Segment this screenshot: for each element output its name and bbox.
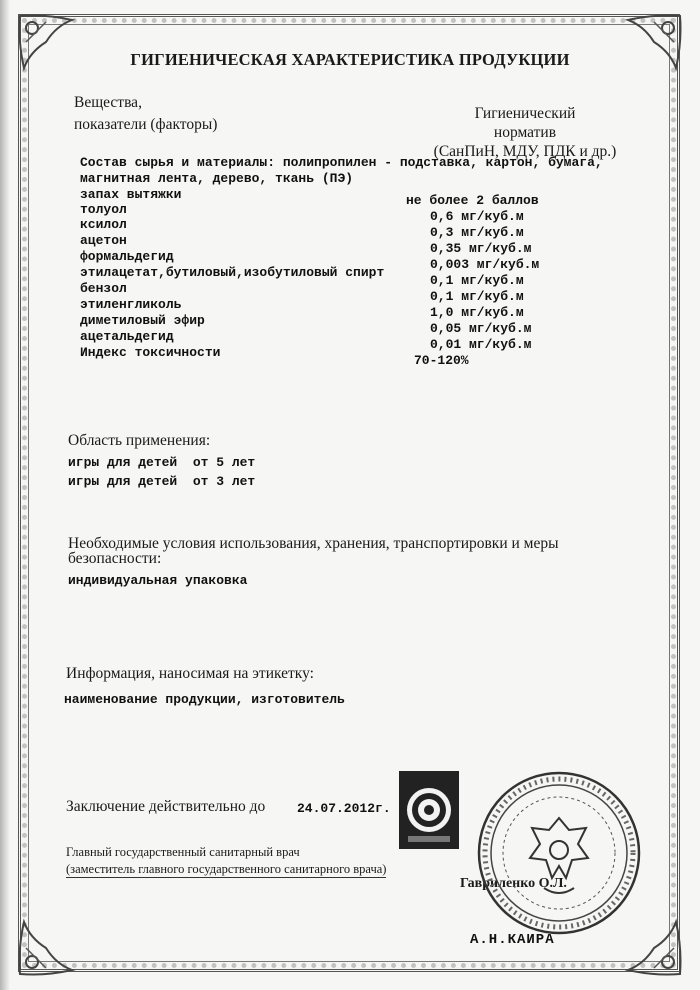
factor-value: не более 2 баллов bbox=[406, 193, 539, 208]
column-header-factors: показатели (факторы) bbox=[74, 116, 218, 133]
factor-value: 0,01 мг/куб.м bbox=[430, 337, 532, 352]
factor-value: 1,0 мг/куб.м bbox=[430, 305, 524, 320]
factor-value: 0,6 мг/куб.м bbox=[430, 209, 524, 224]
factor-value: 0,35 мг/куб.м bbox=[430, 241, 532, 256]
factor-name: Индекс токсичности bbox=[80, 345, 221, 360]
factor-name: запах вытяжки bbox=[80, 187, 182, 202]
application-line-1: игры для детей от 5 лет bbox=[68, 455, 256, 470]
factor-name: формальдегид bbox=[80, 249, 174, 264]
norm-header-line3: (СанПиН, МДУ, ПДК и др.) bbox=[433, 143, 617, 160]
factor-value: 0,003 мг/куб.м bbox=[430, 257, 540, 272]
factor-value: 0,05 мг/куб.м bbox=[430, 321, 532, 336]
column-header-substances: Вещества, bbox=[74, 94, 142, 111]
validity-date: 24.07.2012г. bbox=[297, 801, 391, 816]
norm-header-line2: норматив bbox=[493, 124, 557, 141]
factor-value: 70-120% bbox=[414, 353, 469, 368]
composition-line-2: магнитная лента, дерево, ткань (ПЭ) bbox=[80, 171, 354, 186]
application-label: Область применения: bbox=[68, 432, 211, 449]
label-info-label: Информация, наносимая на этикетку: bbox=[66, 665, 314, 682]
application-line-2: игры для детей от 3 лет bbox=[68, 474, 256, 489]
corner-ornament-icon bbox=[16, 918, 76, 978]
scan-edge-shadow bbox=[0, 0, 10, 990]
norm-header-line1: Гигиенический bbox=[474, 105, 576, 122]
factor-name: диметиловый эфир bbox=[80, 313, 205, 328]
document-title: ГИГИЕНИЧЕСКАЯ ХАРАКТЕРИСТИКА ПРОДУКЦИИ bbox=[130, 50, 570, 69]
validity-label: Заключение действительно до bbox=[66, 798, 266, 815]
conditions-label-line-2: безопасности: bbox=[68, 550, 162, 567]
factor-name: ксилол bbox=[80, 217, 127, 232]
factor-value: 0,1 мг/куб.м bbox=[430, 289, 524, 304]
factor-name: бензол bbox=[80, 281, 127, 296]
institution-logo-icon bbox=[398, 770, 460, 850]
official-seal-icon bbox=[474, 768, 644, 938]
factor-name: ацетон bbox=[80, 233, 127, 248]
factor-value: 0,1 мг/куб.м bbox=[430, 273, 524, 288]
composition-line-1: Состав сырья и материалы: полипропилен - подставка, картон, бумага, bbox=[80, 155, 603, 170]
factor-name: ацетальдегид bbox=[80, 329, 174, 344]
factor-name: этиленгликоль bbox=[80, 297, 182, 312]
conditions-value: индивидуальная упаковка bbox=[68, 573, 248, 588]
name-stamp: А.Н.КАИРА bbox=[470, 932, 555, 948]
conditions-label-line-1: Необходимые условия использования, хранения, транспортировки и меры bbox=[68, 535, 559, 552]
factor-name: этилацетат,бутиловый,изобутиловый спирт bbox=[80, 265, 385, 280]
signatory-role: Главный государственный санитарный врач bbox=[66, 845, 300, 859]
factor-value: 0,3 мг/куб.м bbox=[430, 225, 524, 240]
factor-name: толуол bbox=[80, 202, 127, 217]
label-info-value: наименование продукции, изготовитель bbox=[64, 692, 345, 707]
signatory-name: Гавриленко О.Л. bbox=[460, 876, 567, 891]
column-header-norm bbox=[410, 104, 640, 161]
signatory-role-deputy: (заместитель главного государственного санитарного врача) bbox=[66, 862, 387, 876]
